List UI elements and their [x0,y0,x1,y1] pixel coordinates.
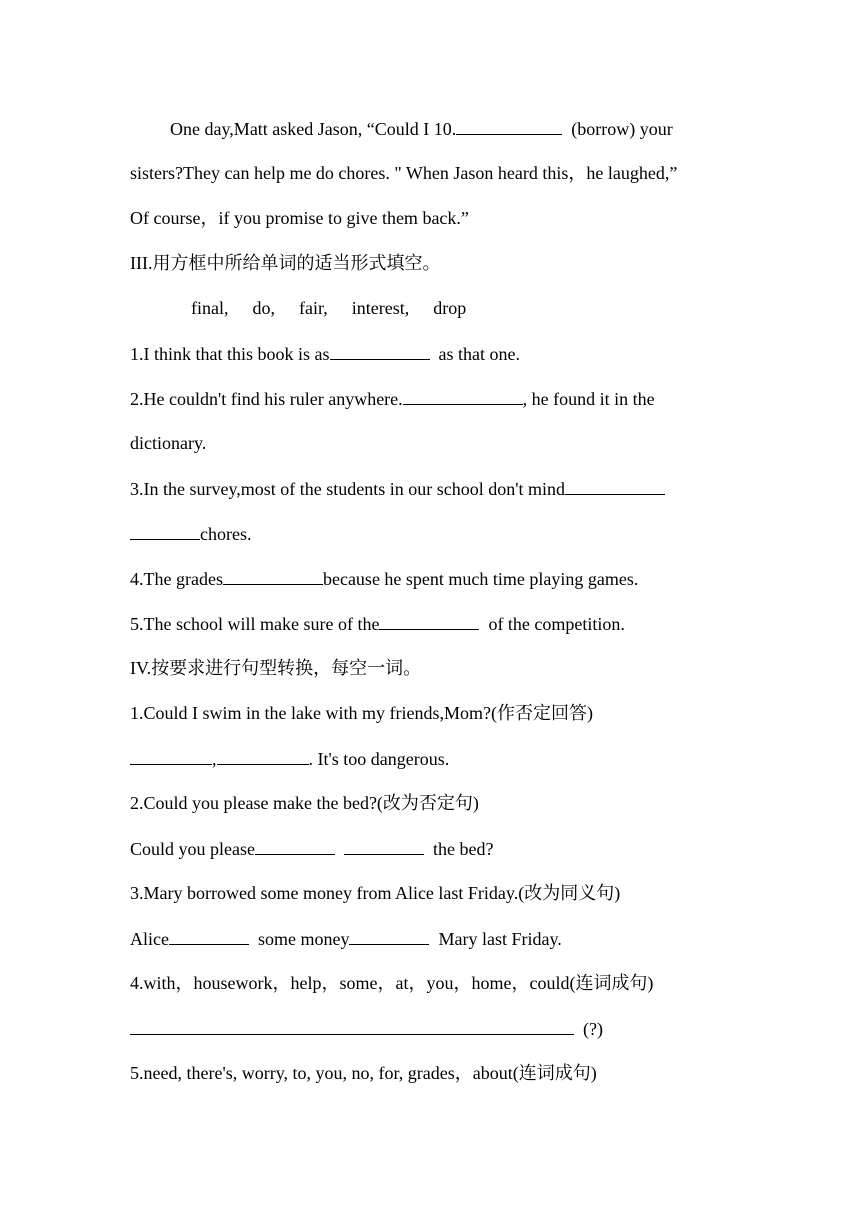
section-3-question-2-cont: dictionary. [130,433,207,453]
passage-line-1 [170,116,730,141]
answer-blank[interactable] [217,746,309,765]
answer-blank[interactable] [349,926,429,945]
answer-blank-long[interactable] [130,1016,574,1035]
answer-blank[interactable] [223,566,323,585]
section-4-question-1-answer: , . It's too dangerous. [130,746,730,771]
word-option: do, [252,298,275,318]
passage-line-3 [130,206,730,230]
word-box [191,296,791,320]
answer-blank[interactable] [330,341,430,360]
section-4-question-1: 1.Could I swim in the lake with my friends,Mom?(作否定回答) [130,703,593,723]
section-3-question-2: 2.He couldn't find his ruler anywhere. , he found it in the [130,386,732,411]
section-4-question-4: 4.with，housework，help，some，at，you，home，could(连词成句) [130,973,654,993]
answer-blank[interactable] [169,926,249,945]
section-4-question-5: 5.need, there's, worry, to, you, no, for, grades，about(连词成句) [130,1063,597,1083]
section-4-heading: IV.按要求进行句型转换，每空一词。 [130,658,422,678]
answer-blank[interactable] [255,836,335,855]
answer-blank[interactable] [379,611,479,630]
answer-blank[interactable] [344,836,424,855]
section-3-question-5: 5.The school will make sure of the of the competition. [130,611,730,636]
passage-text: sisters?They can help me do chores. " When Jason heard this，he laughed,” [130,163,678,183]
section-3-question-4: 4.The grades because he spent much time playing games. [130,566,730,591]
section-3-heading: III.用方框中所给单词的适当形式填空。 [130,253,441,273]
section-3-question-3-cont: chores. [130,521,730,546]
passage-text: Of course，if you promise to give them back.” [130,208,469,228]
passage-text: One day,Matt asked Jason, “Could I 10. [170,119,457,139]
word-option: final, [191,298,229,318]
section-4-question-3-answer: Alice some money Mary last Friday. [130,926,730,951]
section-4-question-2: 2.Could you please make the bed?(改为否定句) [130,793,479,813]
answer-blank[interactable] [130,746,212,765]
passage-line-2 [130,161,740,185]
answer-blank-10[interactable] [456,116,562,135]
word-option: drop [433,298,467,318]
word-option: interest, [351,298,410,318]
answer-blank[interactable] [565,476,665,495]
passage-text: (borrow) your [571,119,673,139]
word-option: fair, [299,298,328,318]
answer-blank[interactable] [403,386,523,405]
section-3-question-3: 3.In the survey,most of the students in our school don't mind [130,476,730,501]
section-4-question-2-answer: Could you please the bed? [130,836,730,861]
section-4-question-3: 3.Mary borrowed some money from Alice last Friday.(改为同义句) [130,883,621,903]
section-4-question-4-answer: (?) [130,1016,730,1041]
answer-blank[interactable] [130,521,200,540]
section-3-question-1: 1.I think that this book is as as that one. [130,341,730,366]
